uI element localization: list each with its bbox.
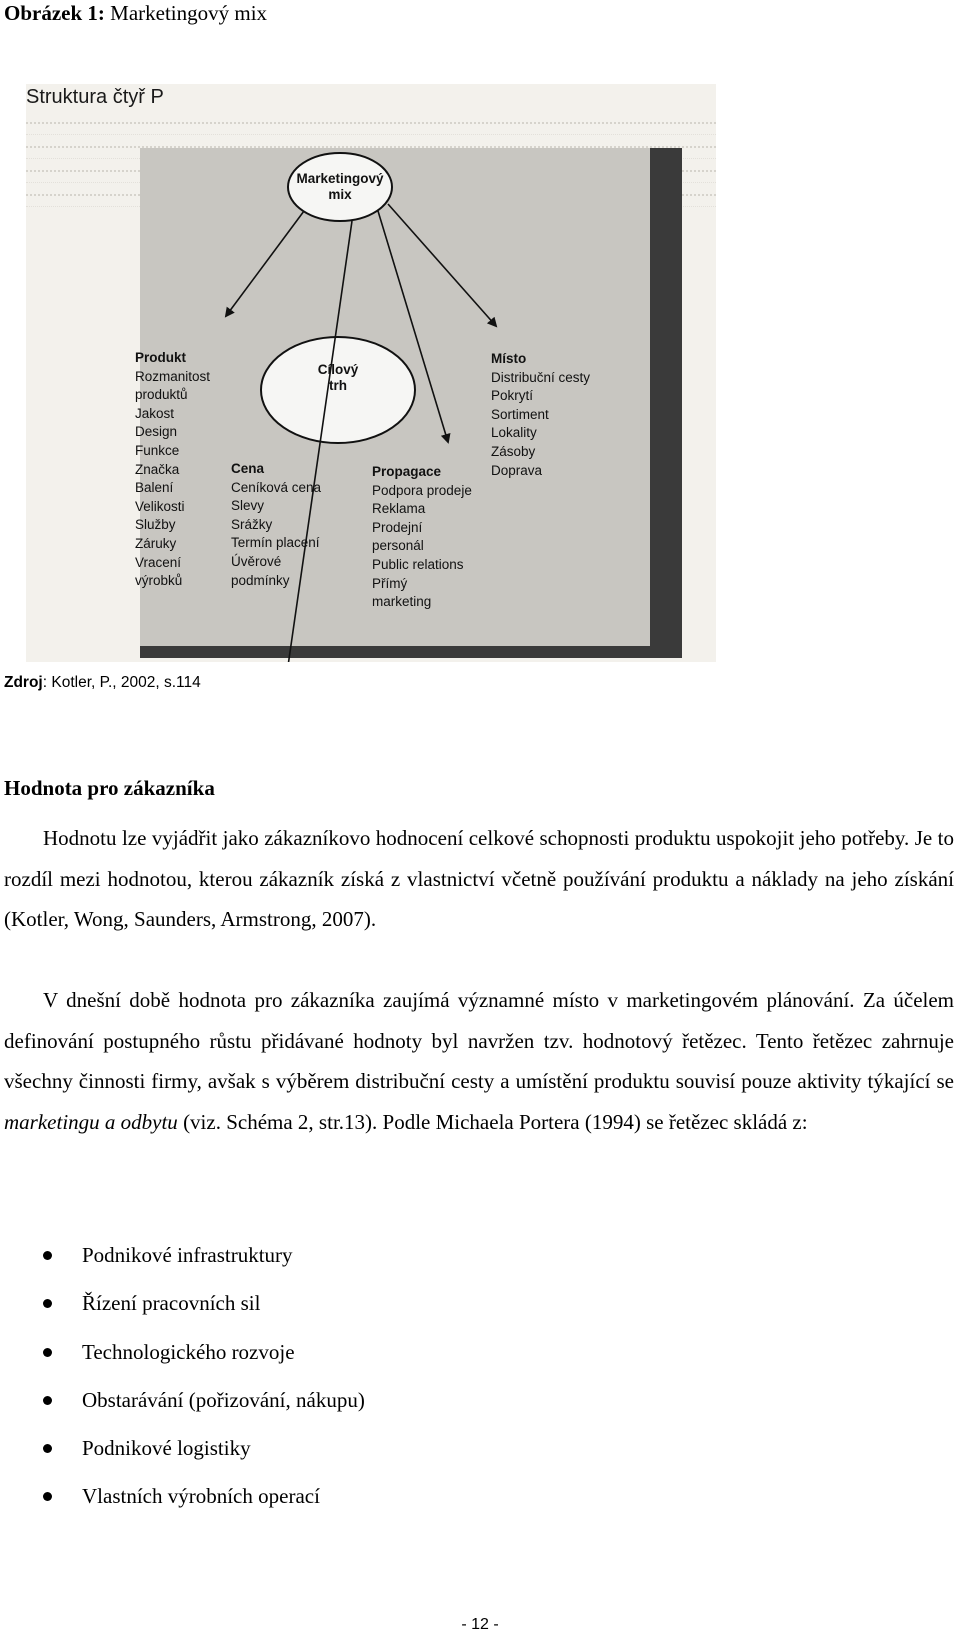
bullet-icon xyxy=(43,1444,52,1453)
produkt-item: Design xyxy=(135,424,178,440)
misto-item: Distribuční cesty xyxy=(491,369,591,385)
produkt-item: Jakost xyxy=(135,405,175,421)
figure-caption xyxy=(4,0,267,26)
list-item xyxy=(40,1387,365,1435)
produkt-list xyxy=(135,349,210,591)
misto-item: Lokality xyxy=(491,425,537,441)
produkt-heading: Produkt xyxy=(135,350,187,365)
misto-heading: Místo xyxy=(491,351,527,366)
bullet-icon xyxy=(43,1251,52,1260)
list-item xyxy=(40,1339,365,1387)
target-market-line: Cílový xyxy=(317,362,359,377)
bullet-icon xyxy=(43,1299,52,1308)
figure-caption-title: Marketingový mix xyxy=(110,1,268,25)
produkt-item: produktů xyxy=(135,387,188,403)
list-item xyxy=(40,1242,365,1290)
produkt-item: Vracení xyxy=(135,554,182,570)
misto-item: Zásoby xyxy=(491,443,536,459)
misto-item: Doprava xyxy=(491,462,543,478)
bullet-icon xyxy=(43,1396,52,1405)
produkt-item: Služby xyxy=(135,517,176,533)
cena-item: Termín placení xyxy=(231,535,320,551)
produkt-item: výrobků xyxy=(135,573,183,589)
list-item-text: Podnikové logistiky xyxy=(82,1436,251,1461)
page-number: - 12 - xyxy=(461,1616,499,1633)
source-text: : Kotler, P., 2002, s.114 xyxy=(42,674,201,691)
misto-item: Pokrytí xyxy=(491,388,534,404)
list-item-text: Podnikové infrastruktury xyxy=(82,1243,293,1267)
target-market-line: trh xyxy=(329,378,347,393)
produkt-item: Velikosti xyxy=(135,498,185,514)
produkt-item: Funkce xyxy=(135,442,180,458)
marketing-mix-line: Marketingový xyxy=(296,171,384,186)
list-item-text: Řízení pracovních sil xyxy=(82,1291,261,1316)
list-item xyxy=(40,1435,365,1483)
propagace-item: Prodejní xyxy=(372,519,423,535)
cena-item: Srážky xyxy=(231,516,273,532)
produkt-item: Záruky xyxy=(135,535,177,551)
list-item xyxy=(40,1290,365,1338)
paragraph-1 xyxy=(4,818,954,940)
list-item-text: Obstarávání (pořizování, nákupu) xyxy=(82,1387,365,1412)
source-label: Zdroj xyxy=(4,674,43,691)
figure-source xyxy=(4,674,201,692)
propagace-item: Public relations xyxy=(372,556,464,572)
propagace-list xyxy=(372,463,472,612)
cena-heading: Cena xyxy=(231,461,265,476)
marketing-mix-line: mix xyxy=(328,187,352,202)
produkt-item: Rozmanitost xyxy=(135,368,211,384)
misto-item: Sortiment xyxy=(491,406,549,422)
paragraph-2-emphasis: marketingu a odbytu xyxy=(4,1109,178,1134)
target-market-label xyxy=(296,362,380,394)
arrow-to-produkt xyxy=(226,211,304,316)
list-item-text: Vlastních výrobních operací xyxy=(82,1484,320,1509)
produkt-item: Značka xyxy=(135,461,180,477)
cena-item: podmínky xyxy=(231,572,290,588)
cena-item: Ceníková cena xyxy=(231,479,322,495)
propagace-item: Podpora prodeje xyxy=(372,482,472,498)
cena-list xyxy=(231,460,321,590)
figure-title: Struktura čtyř P xyxy=(26,86,164,108)
propagace-heading: Propagace xyxy=(372,464,442,479)
propagace-item: personál xyxy=(372,538,424,554)
propagace-item: Reklama xyxy=(372,501,426,517)
cena-item: Slevy xyxy=(231,498,265,514)
value-chain-list xyxy=(40,1242,365,1532)
bullet-icon xyxy=(43,1492,52,1501)
paragraph-2-part-b: (viz. Schéma 2, str.13). Podle Michaela Portera (1994) se řetězec skládá z: xyxy=(177,1109,808,1134)
list-item xyxy=(40,1483,365,1531)
marketing-mix-figure xyxy=(26,84,716,662)
paragraph-2 xyxy=(4,980,954,1142)
misto-list xyxy=(491,350,590,480)
produkt-item: Balení xyxy=(135,480,174,496)
figure-caption-label: Obrázek 1: xyxy=(4,1,105,25)
marketing-mix-label xyxy=(288,171,392,203)
section-heading: Hodnota pro zákazníka xyxy=(4,776,215,800)
paragraph-1-text: Hodnotu lze vyjádřit jako zákazníkovo hodnocení celkové schopnosti produktu uspokojit jeho potřeby. Je to rozdíl mezi hodnotou, kterou zákazník získá z vlastnictví včetně používání produktu a náklady na jeho získání (Kotler, Wong, Saunders, Armstrong, 2007). xyxy=(4,826,954,931)
cena-item: Úvěrové xyxy=(231,553,282,569)
paragraph-2-text xyxy=(4,980,954,1142)
list-item-text: Technologického rozvoje xyxy=(82,1339,295,1364)
propagace-item: marketing xyxy=(372,594,432,610)
arrow-to-misto xyxy=(388,204,496,326)
propagace-item: Přímý xyxy=(372,575,408,591)
bullet-icon xyxy=(43,1348,52,1357)
paragraph-2-part-a: V dnešní době hodnota pro zákazníka zaujímá významné místo v marketingovém plánování. Za účelem definování postupného růstu přidávané hodnoty byl navržen tzv. hodnotový řetězec. Tento řetězec zahrnuje všechny činnosti firmy, avšak s výběrem distribuční cesty a umístění produktu souvisí pouze aktivity týkající se xyxy=(4,988,954,1093)
